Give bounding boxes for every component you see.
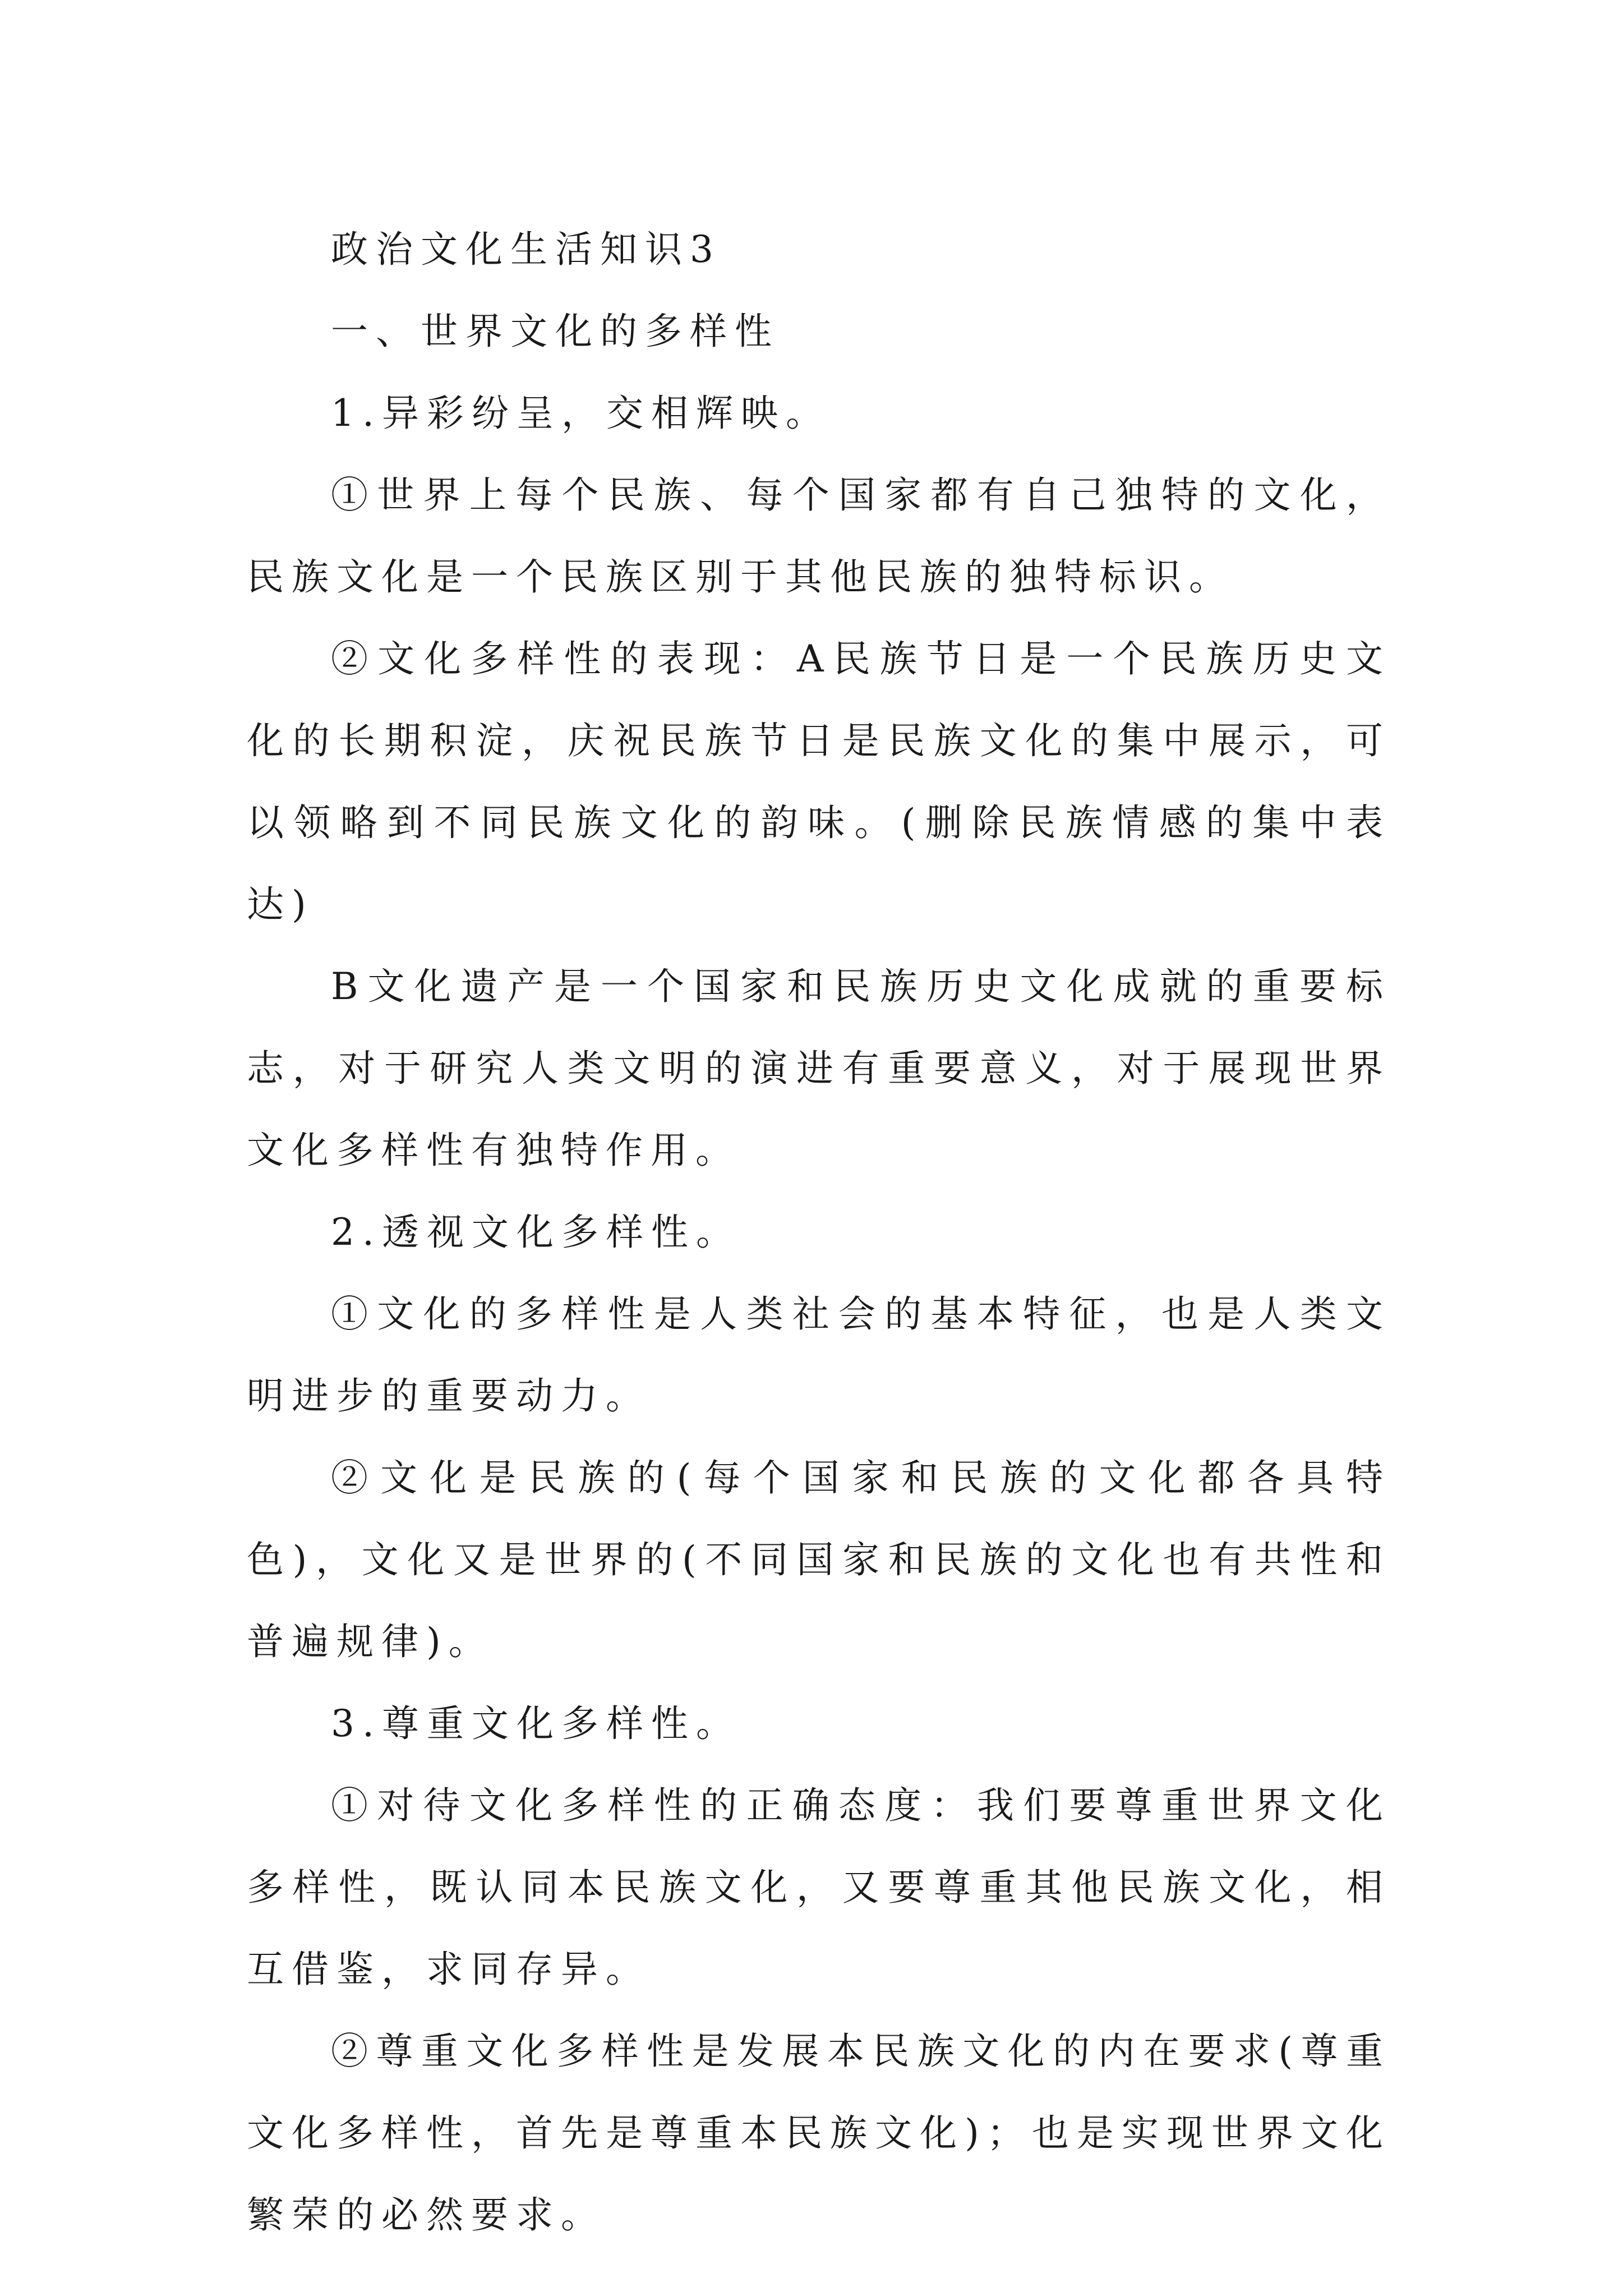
subsection-heading: 1.异彩纷呈，交相辉映。 xyxy=(331,392,831,435)
paragraph: ②尊重文化多样性是发展本民族文化的内在要求(尊重文化多样性，首先是尊重本民族文化)；也是实现世界文化繁荣的必然要求。 xyxy=(247,2030,1391,2237)
section-heading: 一、世界文化的多样性 xyxy=(331,310,780,353)
paragraph: B文化遗产是一个国家和民族历史文化成就的重要标志，对于研究人类文明的演进有重要意义，对于展现世界文化多样性有独特作用。 xyxy=(247,965,1391,1172)
subsection-heading: 3.尊重文化多样性。 xyxy=(331,1702,741,1745)
paragraph: ②文化是民族的(每个国家和民族的文化都各具特色)，文化又是世界的(不同国家和民族的文化也有共性和普遍规律)。 xyxy=(247,1456,1391,1663)
paragraph: ①文化的多样性是人类社会的基本特征，也是人类文明进步的重要动力。 xyxy=(247,1292,1391,1418)
subsection-heading: 2.透视文化多样性。 xyxy=(331,1211,741,1254)
paragraph: ①对待文化多样性的正确态度：我们要尊重世界文化多样性，既认同本民族文化，又要尊重其他民族文化，相互借鉴，求同存异。 xyxy=(247,1784,1391,1991)
paragraph: ①世界上每个民族、每个国家都有自己独特的文化，民族文化是一个民族区别于其他民族的独特标识。 xyxy=(247,473,1391,599)
paragraph: ②文化多样性的表现：A民族节日是一个民族历史文化的长期积淀，庆祝民族节日是民族文化的集中展示，可以领略到不同民族文化的韵味。(删除民族情感的集中表达) xyxy=(247,637,1391,926)
document-title: 政治文化生活知识3 xyxy=(331,228,721,271)
document-body xyxy=(247,209,1391,2256)
